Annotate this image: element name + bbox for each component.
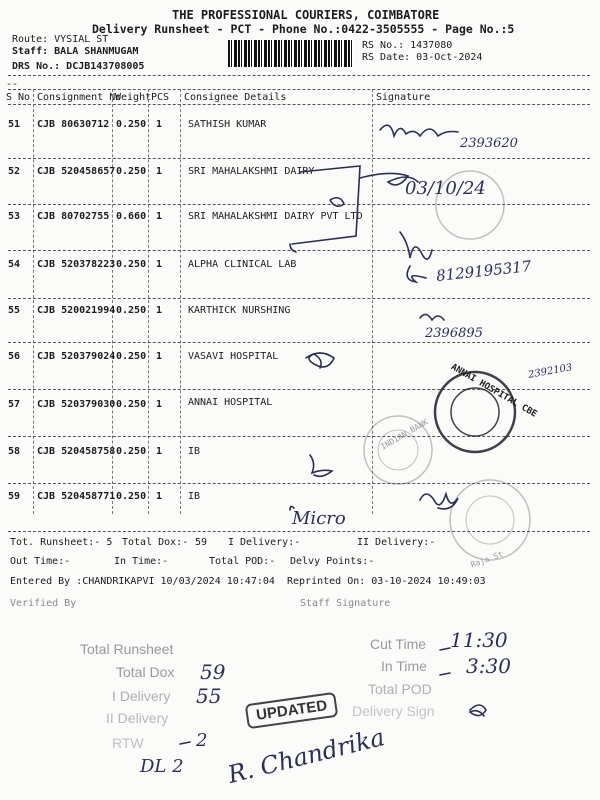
- row-sno: 57: [8, 399, 21, 410]
- company-title: THE PROFESSIONAL COURIERS, COIMBATORE: [172, 8, 440, 22]
- stamp-rtw: RTW: [112, 735, 144, 751]
- row-pcs: 1: [156, 119, 163, 130]
- i-delivery-label: I Delivery:-: [228, 537, 301, 548]
- row-sno: 54: [8, 259, 21, 270]
- row-sno: 51: [8, 119, 21, 130]
- row-weight: 0.250: [116, 259, 147, 270]
- row-weight: 0.250: [116, 305, 147, 316]
- row-sno: 59: [8, 491, 21, 502]
- row-consignment: CJB 80630712: [37, 119, 110, 130]
- hand-signature: R. Chandrika: [224, 723, 388, 789]
- col-signature: Signature: [376, 92, 431, 103]
- col-pcs: PCS: [151, 92, 170, 103]
- row-pcs: 1: [156, 305, 163, 316]
- row-consignee: SRI MAHALAKSHMI DAIRY PVT LTD: [188, 211, 363, 222]
- row-weight: 0.250: [116, 446, 147, 457]
- row-weight: 0.250: [116, 399, 147, 410]
- row-consignment: CJB 520458758: [37, 446, 116, 457]
- hand-rtw: 2: [196, 730, 208, 751]
- handwritten-phone-56: 2392103: [527, 362, 574, 381]
- hand-dl: DL 2: [140, 756, 184, 777]
- row-consignment: CJB 520379030: [37, 399, 116, 410]
- annai-stamp-text: ANNAI HOSPITAL CBE: [449, 362, 539, 420]
- in-time-label: In Time:-: [114, 556, 169, 567]
- hand-cut-time: 11:30: [450, 628, 508, 652]
- hand-total-dox: 59: [200, 660, 226, 684]
- row-consignee: SATHISH KUMAR: [188, 119, 267, 130]
- row-pcs: 1: [156, 351, 163, 362]
- stamp-total-dox: Total Dox: [116, 664, 175, 680]
- row-weight: 0.250: [116, 351, 147, 362]
- row-consignment: CJB 520458657: [37, 166, 116, 177]
- col-consignee: Consignee Details: [184, 92, 287, 103]
- row-pcs: 1: [156, 399, 163, 410]
- row-consignee: IB: [188, 491, 201, 502]
- handwritten-phone-54: 8129195317: [435, 257, 533, 285]
- stamp-in-time: In Time: [381, 658, 427, 674]
- row-sno: 56: [8, 351, 21, 362]
- stamp-total-runsheet: Total Runsheet: [80, 641, 174, 657]
- rs-number: RS No.: 1437080: [362, 40, 453, 51]
- row-pcs: 1: [156, 491, 163, 502]
- row-weight: 0.660: [116, 211, 147, 222]
- total-dox-value: 59: [195, 537, 208, 548]
- stamp-i-delivery: I Delivery: [112, 688, 171, 704]
- row-sno: 55: [8, 305, 21, 316]
- handwritten-phone-55: 2396895: [425, 326, 483, 341]
- row-weight: 0.250: [116, 491, 147, 502]
- row-consignment: CJB 520378223: [37, 259, 116, 270]
- bank-stamp-text: INDIAN BANK: [379, 417, 430, 452]
- row-consignee: ANNAI HOSPITAL: [188, 397, 273, 408]
- row-pcs: 1: [156, 211, 163, 222]
- row-sno: 58: [8, 446, 21, 457]
- row-weight: 0.250: [116, 119, 147, 130]
- row-consignment: CJB 520458771: [37, 491, 116, 502]
- col-weight: Weight: [115, 92, 152, 103]
- col-sno: S No: [6, 92, 31, 103]
- stamp-delivery-sign: Delivery Sign: [352, 703, 435, 719]
- row-sno: 52: [8, 166, 21, 177]
- row-consignee: ALPHA CLINICAL LAB: [188, 259, 297, 270]
- row-consignee: IB: [188, 446, 201, 457]
- row-consignment: CJB 520379024: [37, 351, 116, 362]
- total-dox-label: Total Dox:-: [122, 537, 189, 548]
- total-pod-label: Total POD:-: [209, 556, 276, 567]
- staff-label: Staff: BALA SHANMUGAM: [12, 46, 139, 57]
- ii-delivery-label: II Delivery:-: [357, 537, 436, 548]
- staff-signature-label: Staff Signature: [300, 598, 391, 609]
- col-consignment: Consignment No: [37, 92, 122, 103]
- tot-runsheet: Tot. Runsheet:- 5: [10, 537, 113, 548]
- delvy-points-label: Delvy Points:-: [290, 556, 375, 567]
- row-weight: 0.250: [116, 166, 147, 177]
- drs-number: DRS No.: DCJB143708005: [12, 61, 145, 72]
- row-consignee: SRI MAHALAKSHMI DAIRY: [188, 166, 315, 177]
- hand-in-time: 3:30: [466, 654, 511, 678]
- row-pcs: 1: [156, 166, 163, 177]
- row-consignment: CJB 520021994: [37, 305, 116, 316]
- stamp-ii-delivery: II Delivery: [106, 710, 169, 726]
- handwritten-phone-51: 2393620: [460, 136, 518, 151]
- rs-date: RS Date: 03-Oct-2024: [362, 52, 483, 63]
- row-consignee: VASAVI HOSPITAL: [188, 351, 279, 362]
- verified-by-label: Verified By: [10, 598, 77, 609]
- out-time-label: Out Time:-: [10, 556, 71, 567]
- entered-by: Entered By :CHANDRIKAPVI 10/03/2024 10:47:04: [10, 576, 275, 587]
- bank-branch-text: Raja St: [469, 549, 505, 570]
- stamp-total-pod: Total POD: [368, 681, 432, 697]
- updated-stamp: UPDATED: [245, 692, 339, 729]
- row-sno: 53: [8, 211, 21, 222]
- runsheet-subtitle: Delivery Runsheet - PCT - Phone No.:0422-3505555 - Page No.:5: [92, 22, 515, 36]
- handwritten-micro-59: Micro: [292, 508, 346, 529]
- row-pcs: 1: [156, 259, 163, 270]
- handwritten-date-52: 03/10/24: [405, 178, 486, 199]
- row-consignee: KARTHICK NURSHING: [188, 305, 291, 316]
- hand-i-delivery: 55: [196, 684, 222, 708]
- row-pcs: 1: [156, 446, 163, 457]
- row-consignment: CJB 80702755: [37, 211, 110, 222]
- reprinted-on: Reprinted On: 03-10-2024 10:49:03: [287, 576, 486, 587]
- stamp-cut-time: Cut Time: [370, 636, 427, 652]
- route-label: Route: VYSIAL ST: [12, 34, 109, 45]
